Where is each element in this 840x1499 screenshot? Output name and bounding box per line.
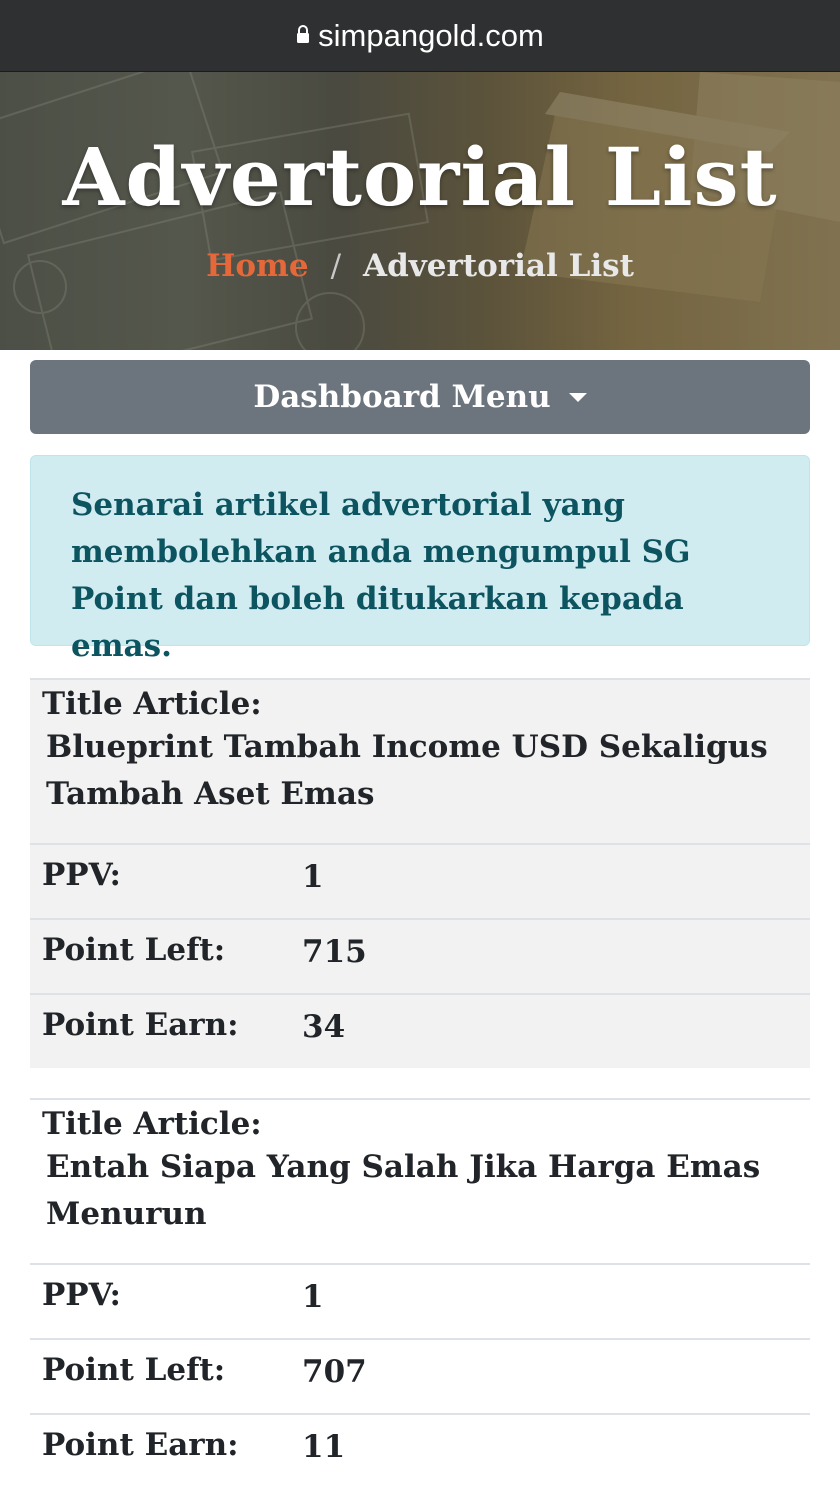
table-row [30,679,810,844]
article-table [30,1098,810,1488]
article-title-label: Title Article: [42,686,262,722]
point-left-value: 707 [302,1339,810,1414]
table-row [30,1099,810,1264]
info-alert-text: Senarai artikel advertorial yang membolehkan anda mengumpul SG Point dan boleh ditukarkan kepada emas. [71,487,691,664]
breadcrumb-home-link[interactable]: Home [206,248,309,284]
table-row [30,844,810,919]
table-row [30,1414,810,1488]
breadcrumb [0,248,840,284]
dashboard-menu-button[interactable] [30,360,810,434]
table-row [30,1264,810,1339]
point-left-value: 715 [302,919,810,994]
breadcrumb-separator: / [330,248,342,284]
caret-down-icon [569,393,587,402]
point-earn-label: Point Earn: [30,994,302,1068]
point-earn-label: Point Earn: [30,1414,302,1488]
ppv-value: 1 [302,844,810,919]
dashboard-menu-label: Dashboard Menu [253,379,551,415]
ppv-label: PPV: [30,844,302,919]
hero-banner [0,72,840,350]
article-title-cell [30,1099,810,1264]
point-earn-value: 34 [302,994,810,1068]
point-earn-value: 11 [302,1414,810,1488]
point-left-label: Point Left: [30,919,302,994]
article-title-link[interactable]: Entah Siapa Yang Salah Jika Harga Emas Menurun [46,1149,761,1232]
ppv-label: PPV: [30,1264,302,1339]
breadcrumb-current: Advertorial List [363,248,634,284]
article-title-cell [30,679,810,844]
table-row [30,1339,810,1414]
lock-icon [296,25,310,43]
ppv-value: 1 [302,1264,810,1339]
browser-url-text: simpangold.com [318,17,544,53]
table-row [30,919,810,994]
article-table [30,678,810,1068]
article-title-link[interactable]: Blueprint Tambah Income USD Sekaligus Tambah Aset Emas [46,729,768,812]
table-row [30,994,810,1068]
article-title-label: Title Article: [42,1106,262,1142]
info-alert [30,455,810,664]
browser-url-bar[interactable] [0,0,840,72]
point-left-label: Point Left: [30,1339,302,1414]
page-title: Advertorial List [62,130,778,224]
